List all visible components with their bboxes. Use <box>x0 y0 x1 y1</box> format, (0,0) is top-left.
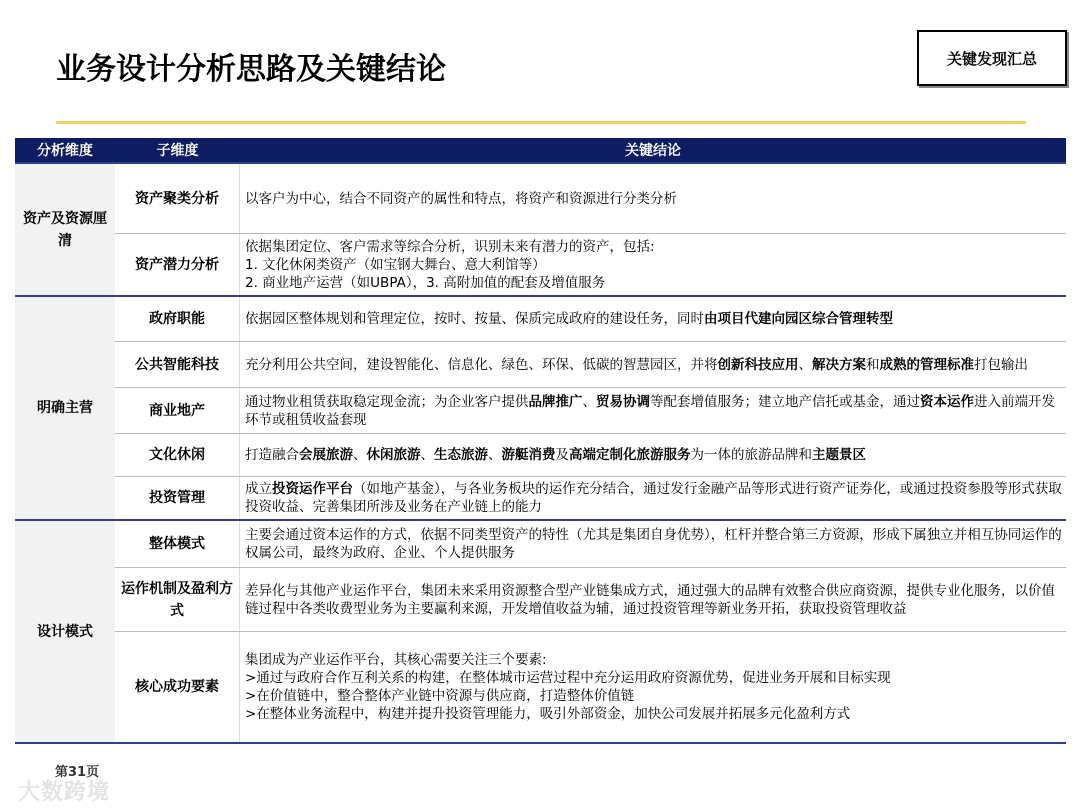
page-title: 业务设计分析思路及关键结论 <box>56 52 446 87</box>
conclusion-cell: 依据集团定位、客户需求等综合分析，识别未来有潜力的资产，包括: 1. 文化休闲类资产（如宝钢大舞台、意大利馆等） 2. 商业地产运营（如UBPA），3. 高附加值的配套及增值服务 <box>245 238 655 291</box>
group-main-business <box>15 295 1066 519</box>
table-header <box>15 138 1066 162</box>
table-row <box>115 631 1066 742</box>
table-row <box>115 233 1066 295</box>
sub-dimension-cell: 运作机制及盈利方式 <box>115 568 240 631</box>
title-divider <box>56 121 1026 124</box>
table-row <box>115 433 1066 476</box>
conclusions-table <box>15 138 1066 744</box>
key-findings-badge: 关键发现汇总 <box>917 30 1067 86</box>
sub-dimension-cell: 资产潜力分析 <box>115 234 240 295</box>
watermark: 大数跨境 <box>18 780 111 805</box>
sub-dimension-cell: 政府职能 <box>115 297 240 341</box>
dimension-cell: 明确主营 <box>15 297 115 519</box>
sub-dimension-cell: 整体模式 <box>115 521 240 567</box>
conclusion-cell: 通过物业租赁获取稳定现金流；为企业客户提供品牌推广、贸易协调等配套增值服务；建立地产信托或基金，通过资本运作进入前端开发环节或租赁收益套现 <box>245 393 1055 428</box>
sub-dimension-cell: 商业地产 <box>115 388 240 433</box>
table-row <box>115 387 1066 433</box>
conclusion-cell: 依据园区整体规划和管理定位，按时、按量、保质完成政府的建设任务，同时由项目代建向园区综合管理转型 <box>245 311 893 327</box>
page-number: 第31页 <box>55 765 100 780</box>
conclusion-cell: 集团成为产业运作平台，其核心需要关注三个要素: >通过与政府合作互利关系的构建，在整体城市运营过程中充分运用政府资源优势，促进业务开展和目标实现 >在价值链中，整合整体产业链中资源与供应商，打造整体价值链 >在整体业务流程中，构建并提升投资管理能力，吸引外部资金，加快公司发展并拓展多元化盈利方式 <box>245 652 891 722</box>
conclusion-cell: 成立投资运作平台（如地产基金），与各业务板块的运作充分结合，通过发行金融产品等形式进行资产证券化，或通过投资参股等形式获取投资收益、完善集团所涉及业务在产业链上的能力 <box>245 481 1062 515</box>
conclusion-cell: 充分利用公共空间，建设智能化、信息化、绿色、环保、低碳的智慧园区，并将创新科技应用、解决方案和成熟的管理标准打包输出 <box>245 356 1028 373</box>
conclusion-cell: 差异化与其他产业运作平台，集团未来采用资源整合型产业链集成方式，通过强大的品牌有效整合供应商资源，提供专业化服务，以价值链过程中各类收费型业务为主要赢利来源，开发增值收益为辅，通过投资管理等新业务开拓，获取投资管理收益 <box>245 582 1055 617</box>
header-dimension: 分析维度 <box>37 143 93 159</box>
group-asset-clarify <box>15 162 1066 295</box>
table-row <box>115 297 1066 341</box>
header-sub-dimension: 子维度 <box>156 143 199 159</box>
table-row <box>115 567 1066 631</box>
sub-dimension-cell: 文化休闲 <box>115 434 240 476</box>
dimension-cell: 资产及资源厘清 <box>15 164 115 295</box>
dimension-cell: 设计模式 <box>15 521 115 742</box>
conclusion-cell: 打造融合会展旅游、休闲旅游、生态旅游、游艇消费及高端定制化旅游服务为一体的旅游品牌和主题景区 <box>245 447 866 463</box>
conclusion-cell: 以客户为中心，结合不同资产的属性和特点，将资产和资源进行分类分析 <box>245 190 677 207</box>
sub-dimension-cell: 核心成功要素 <box>115 632 240 742</box>
table-row <box>115 341 1066 387</box>
table-row <box>115 521 1066 567</box>
sub-dimension-cell: 资产聚类分析 <box>115 164 240 233</box>
table-row <box>115 476 1066 519</box>
sub-dimension-cell: 投资管理 <box>115 477 240 519</box>
table-row <box>115 164 1066 233</box>
group-design-mode <box>15 519 1066 742</box>
header-key-conclusion: 关键结论 <box>625 143 681 159</box>
sub-dimension-cell: 公共智能科技 <box>115 342 240 387</box>
conclusion-cell: 主要会通过资本运作的方式，依据不同类型资产的特性（尤其是集团自身优势），杠杆并整合第三方资源，形成下属独立并相互协同运作的权属公司，最终为政府、企业、个人提供服务 <box>245 527 1062 561</box>
